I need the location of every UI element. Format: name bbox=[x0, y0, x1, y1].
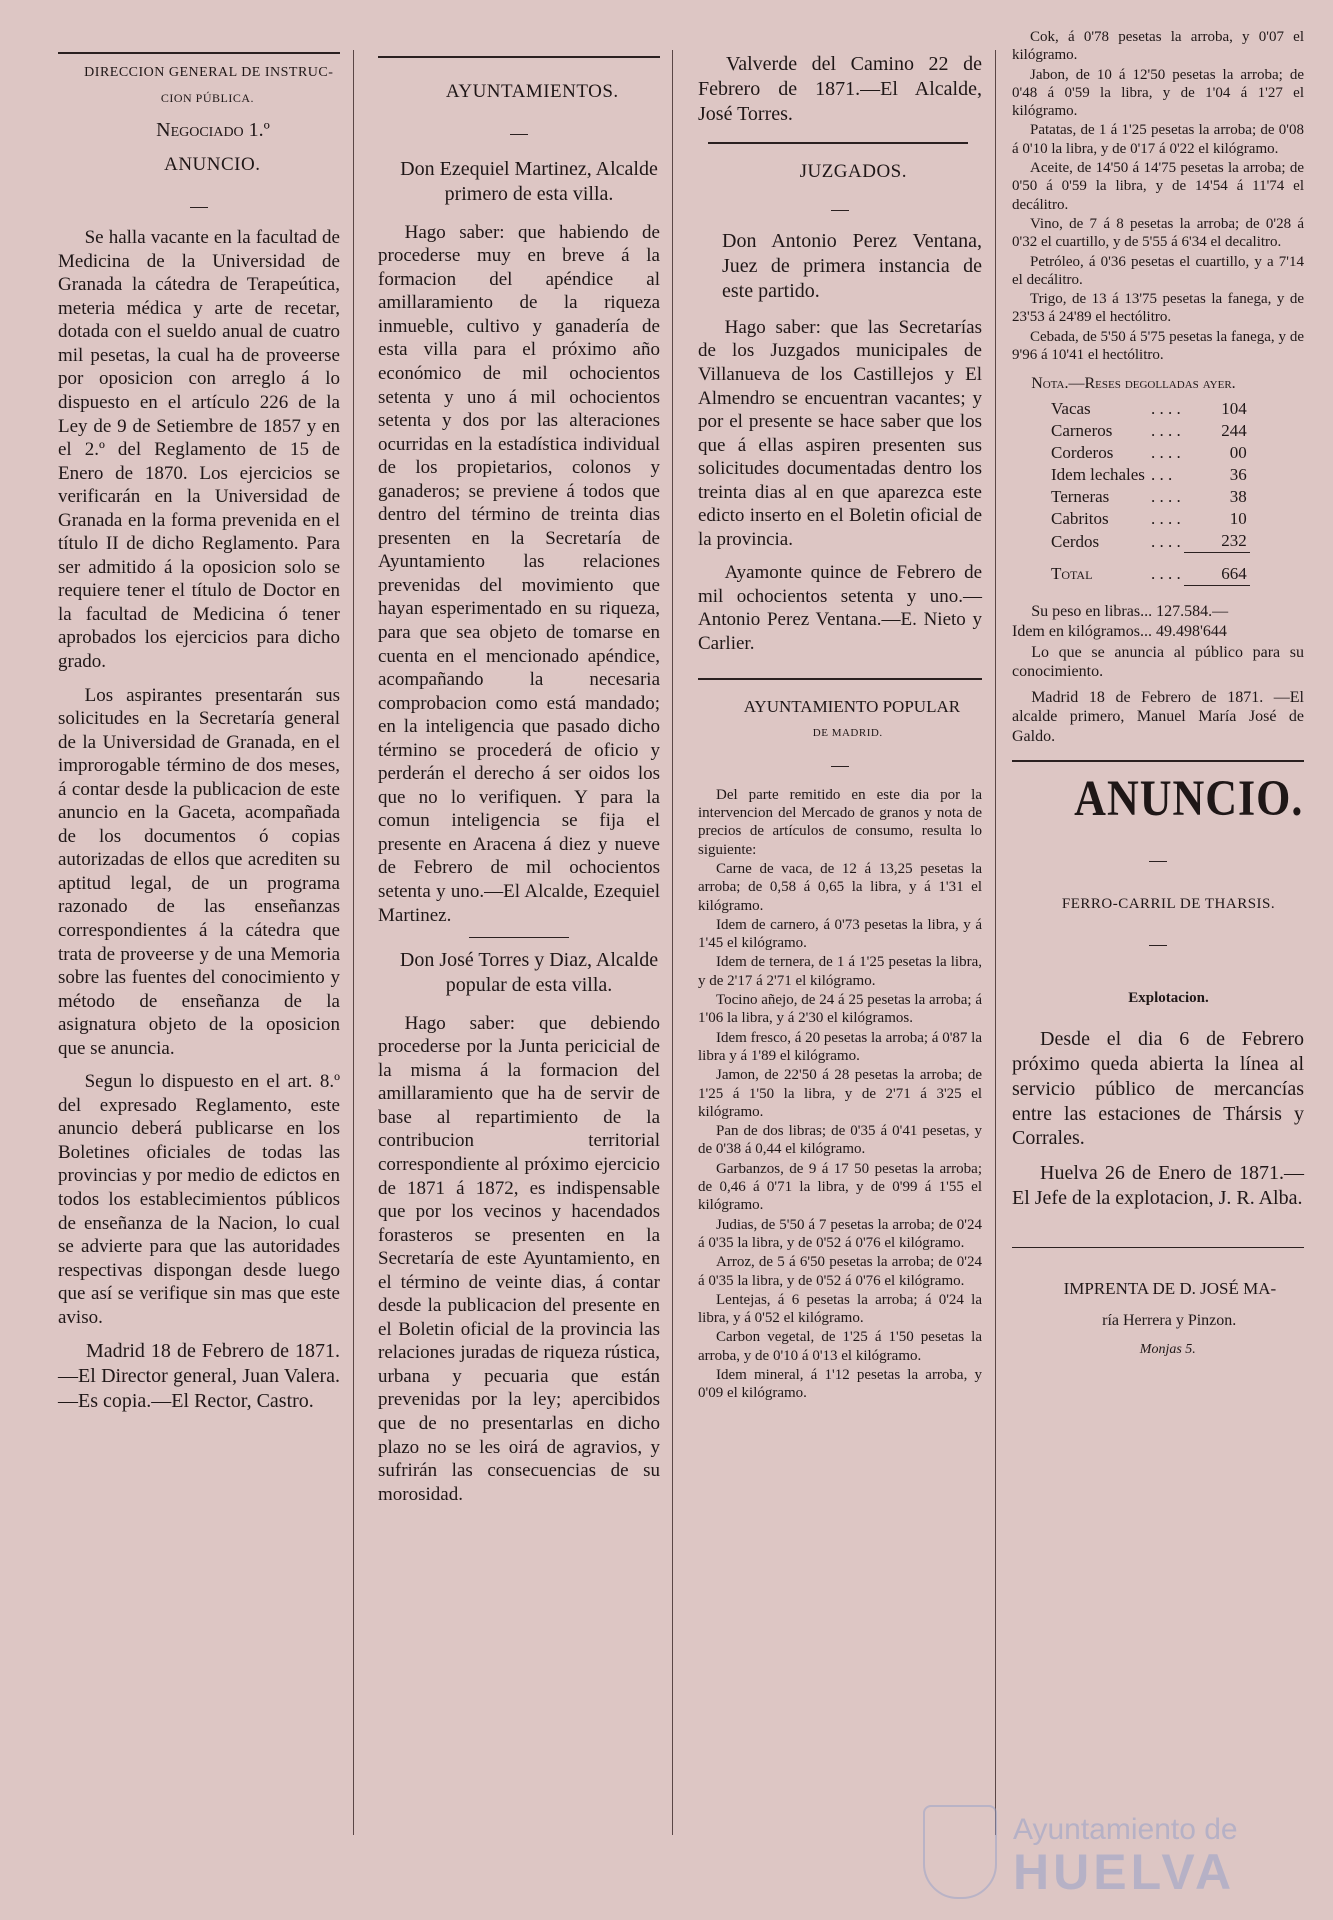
total-label: Total bbox=[1051, 564, 1093, 584]
price-list bbox=[698, 786, 982, 1403]
ayuntamientos-title: AYUNTAMIENTOS. bbox=[445, 81, 619, 102]
archive-watermark bbox=[923, 1795, 1263, 1905]
watermark-line-2: HUELVA bbox=[1013, 1844, 1236, 1900]
separator bbox=[58, 191, 340, 215]
price-item: Judias, de 5'50 á 7 pesetas la arroba; de 0'24 á 0'35 la libra, y de 0'52 á 0'76 el kilógramo. bbox=[698, 1216, 982, 1251]
negociado-label: Negociado 1.º bbox=[156, 119, 270, 142]
price-item: Trigo, de 13 á 13'75 pesetas la fanega, y de 23'53 á 24'89 el hectólitro. bbox=[1012, 291, 1304, 326]
section-rule bbox=[1012, 760, 1304, 762]
peso-libras: Su peso en libras... 127.584.— bbox=[1031, 602, 1229, 620]
watermark-line-1: Ayuntamiento de bbox=[1013, 1813, 1238, 1846]
top-rule bbox=[378, 56, 660, 58]
paragraph: Los aspirantes presentarán sus solicitudes en la Secretaría general de la Universidad de Granada, en el improrogable término de dos meses, á contar desde la publicacion de este anuncio en la Gaceta, acompañada de los documentos ó copias autorizadas de ellos que acrediten su aptitud legal, de un programa razonado de las enseñanzas correspondientes á la cátedra que trata de proveerse y de una Memoria sobre las fuentes del conocimiento y método de enseñanza de la asignatura objeto de la oposicion que se anuncia. bbox=[58, 684, 340, 1059]
price-item: Idem fresco, á 20 pesetas la arroba; á 0'87 la libra y á 1'89 el kilógramo. bbox=[698, 1029, 982, 1064]
res-name: Vacas bbox=[1051, 399, 1091, 419]
res-value: 244 bbox=[1221, 421, 1247, 441]
res-name: Carneros bbox=[1051, 421, 1113, 441]
paragraph: Desde el dia 6 de Febrero próximo queda abierta la línea al servicio público de mercancías entre las estaciones de Thársis y Corrales. bbox=[1012, 1028, 1304, 1150]
res-name: Cerdos bbox=[1051, 531, 1100, 551]
section-header-cont: CION PÚBLICA. bbox=[160, 91, 254, 106]
explotacion-label: Explotacion. bbox=[1128, 989, 1209, 1006]
closing-signature: Madrid 18 de Febrero de 1871. —El alcalde primero, Manuel María José de Galdo. bbox=[1012, 688, 1304, 745]
price-item: Jamon, de 22'50 á 28 pesetas la arroba; de 1'25 á 1'50 la libra, y de 2'71 á 3'25 el kilógramo. bbox=[698, 1067, 982, 1120]
price-item: Carbon vegetal, de 1'25 á 1'50 pesetas la arroba, y de 0'10 á 0'13 el kilógramo. bbox=[698, 1329, 982, 1364]
column-divider bbox=[353, 50, 354, 1835]
paragraph: Ayamonte quince de Febrero de mil ochocientos setenta y uno.—Antonio Perez Ventana.—E. Nieto y Carlier. bbox=[698, 562, 982, 654]
table-row: Carneros . . . . 244 bbox=[1048, 420, 1250, 442]
res-value: 36 bbox=[1229, 465, 1247, 485]
total-row: Total . . . . 664 bbox=[1048, 552, 1250, 585]
closing-signature: Madrid 18 de Febrero de 1871.—El Director general, Juan Valera.—Es copia.—El Rector, Castro. bbox=[58, 1340, 340, 1412]
separator bbox=[378, 118, 660, 142]
res-name: Terneras bbox=[1051, 487, 1110, 507]
table-row: Cabritos . . . . 10 bbox=[1048, 508, 1250, 530]
ferro-carril-title: FERRO-CARRIL DE THARSIS. bbox=[1061, 895, 1276, 912]
anuncio-title: ANUNCIO. bbox=[164, 154, 261, 176]
res-name: Idem lechales bbox=[1051, 465, 1145, 485]
imprenta-line: ría Herrera y Pinzon. bbox=[1102, 1311, 1237, 1329]
price-item: Arroz, de 5 á 6'50 pesetas la arroba; de 0'24 á 0'35 la libra, y de 0'52 á 0'76 el kilógramo. bbox=[698, 1254, 982, 1289]
paragraph: Hago saber: que habiendo de procederse muy en breve á la formacion del apéndice al amillaramiento de la riqueza inmueble, cultivo y ganadería de esta villa para el próximo año económico de mil ochocientos setenta y uno á mil ochocientos setenta y dos por las alteraciones ocurridas en la estadística individual de los propietarios, colonos y ganaderos; se previene á todos que dentro del término de treinta dias presenten en la Secretaría de Ayuntamiento las relaciones prevenidas del movimiento que hayan esperimentado en su riqueza, para que sea objeto de tomarse en cuenta en el mencionado apéndice, acompañando la necesaria comprobacion como está mandado; en la inteligencia que pasado dicho término se procederá de oficio y perderán el derecho á ser oidos los que no lo verifiquen. Y para la comun inteligencia se fija el presente en Aracena á diez y nueve de Febrero de mil ochocientos setenta y uno.—El Alcalde, Ezequiel Martinez. bbox=[378, 221, 660, 926]
res-name: Cabritos bbox=[1051, 509, 1109, 529]
juzgados-title: JUZGADOS. bbox=[799, 161, 908, 183]
paragraph: Hago saber: que debiendo procederse por la Junta pericicial de la misma á la formacion del amillaramiento que ha de servir de base al repartimiento de la contribucion territorial correspondiente al próximo ejercicio de 1871 á 1872, es indispensable que por los vecinos y hacendados forasteros se presenten en la Secretaría de este Ayuntamiento, en el término de veinte dias, á contar desde la publicacion del presente en el Boletin oficial de la provincia las relaciones juradas de riqueza rústica, urbana y pecuaria que están prevenidas por la ley; apercibidos que de no presentarlas en dicho plazo no se les oirá de agravios, y sufrirán las consecuencias de su morosidad. bbox=[378, 1012, 660, 1505]
peso-note: Lo que se anuncia al público para su conocimiento. bbox=[1012, 643, 1304, 681]
table-row: Corderos . . . . 00 bbox=[1048, 442, 1250, 464]
res-value: 104 bbox=[1221, 399, 1247, 419]
table-row: Cerdos . . . . 232 bbox=[1048, 530, 1250, 553]
column-2 bbox=[378, 40, 660, 1516]
anuncio-heading: ANUNCIO. bbox=[1074, 770, 1304, 828]
price-item: Idem de carnero, á 0'73 pesetas la libra, y á 1'45 el kilógramo. bbox=[698, 916, 982, 952]
price-item: Petróleo, á 0'36 pesetas el cuartillo, y a 7'14 el decálitro. bbox=[1012, 253, 1304, 288]
table-row: Terneras . . . . 38 bbox=[1048, 486, 1250, 508]
price-intro: Del parte remitido en este dia por la intervencion del Mercado de granos y nota de precios de artículos de consumo, resulta lo siguiente: bbox=[698, 786, 982, 858]
separator bbox=[698, 194, 982, 218]
price-item: Lentejas, á 6 pesetas la arroba; á 0'24 la libra, y á 0'52 el kilógramo. bbox=[698, 1291, 982, 1327]
res-value: 00 bbox=[1229, 443, 1247, 463]
peso-block bbox=[1012, 602, 1304, 747]
imprenta-address: Monjas 5. bbox=[1139, 1341, 1196, 1357]
res-value: 38 bbox=[1229, 487, 1247, 507]
paragraph: Se halla vacante en la facultad de Medicina de la Universidad de Granada la cátedra de Terapeútica, meteria médica y arte de recetar, dotada con el sueldo anual de cuatro mil pesetas, la cual ha de proveerse por oposicion con arreglo á lo dispuesto en el artículo 226 de la Ley de 9 de Setiembre de 1857 y en el 2.º del Reglamento de 15 de Enero de 1870. Los ejercicios se verificarán en la Universidad de Granada en la forma prevenida en el título II de dicho Reglamento. Para ser admitido á la oposicion solo se requiere tener el título de Doctor en la facultad de Medicina ó tener aprobados los ejercicios para dicho grado. bbox=[58, 227, 340, 672]
separator bbox=[1012, 845, 1304, 869]
column-3 bbox=[698, 40, 982, 1404]
subheading: Don Antonio Perez Ventana, Juez de primera instancia de este partido. bbox=[722, 230, 982, 303]
ayuntamiento-popular-title: AYUNTAMIENTO POPULAR bbox=[743, 696, 961, 716]
subheading: Don Ezequiel Martinez, Alcalde primero de esta villa. bbox=[400, 158, 658, 205]
column-1 bbox=[58, 40, 340, 1424]
price-item: Idem de ternera, de 1 á 1'25 pesetas la libra, y de 2'17 á 2'71 el kilógramo. bbox=[698, 954, 982, 989]
price-item: Vino, de 7 á 8 pesetas la arroba; de 0'28 á 0'32 el cuartillo, y de 5'55 á 6'34 el decalitro. bbox=[1012, 215, 1304, 251]
column-divider bbox=[995, 50, 996, 1835]
nota-label: Nota.—Reses degolladas ayer. bbox=[1031, 375, 1236, 393]
res-value: 232 bbox=[1184, 530, 1250, 553]
madrid-subtitle: DE MADRID. bbox=[812, 726, 883, 739]
top-rule bbox=[58, 52, 340, 54]
paragraph: Segun lo dispuesto en el art. 8.º del expresado Reglamento, este anuncio deberá publicarse en los Boletines oficiales de todas las provincias y por medio de edictos en todos los establecimientos públicos de enseñanza de la Nacion, lo cual se advierte para que las autoridades respectivas dispongan desde luego que así se verifique sin mas que este aviso. bbox=[58, 1071, 340, 1328]
section-rule bbox=[698, 678, 982, 680]
total-value: 664 bbox=[1184, 552, 1250, 585]
separator bbox=[698, 750, 982, 774]
separator bbox=[469, 937, 569, 938]
peso-kilos: Idem en kilógramos... 49.498'644 bbox=[1012, 623, 1227, 641]
table-row: Vacas . . . . 104 bbox=[1048, 398, 1250, 420]
price-item: Cebada, de 5'50 á 5'75 pesetas la fanega, y de 9'96 á 10'41 el hectólitro. bbox=[1012, 328, 1304, 364]
column-4 bbox=[1012, 28, 1304, 1368]
price-item: Tocino añejo, de 24 á 25 pesetas la arroba; á 1'06 la libra, y á 2'30 el kilógramos. bbox=[698, 992, 982, 1027]
reses-table bbox=[1048, 398, 1250, 586]
price-item: Idem mineral, á 1'12 pesetas la arroba, y 0'09 el kilógramo. bbox=[698, 1366, 982, 1402]
section-rule bbox=[708, 142, 968, 144]
price-list-cont bbox=[1012, 28, 1304, 394]
price-item: Garbanzos, de 9 á 17 50 pesetas la arroba; de 0,46 á 0'71 la libra, y de 0'99 á 1'55 el kilógramo. bbox=[698, 1160, 982, 1214]
imprenta-line: IMPRENTA DE D. JOSÉ MA- bbox=[1063, 1278, 1277, 1298]
table-row: Idem lechales . . . 36 bbox=[1048, 464, 1250, 486]
price-item: Aceite, de 14'50 á 14'75 pesetas la arroba; de 0'50 á 0'59 la libra, y de 14'54 á 11'74 el decálitro. bbox=[1012, 160, 1304, 213]
price-item: Carne de vaca, de 12 á 13,25 pesetas la arroba; de 0,58 á 0,65 la libra, y á 1'31 el kilógramo. bbox=[698, 860, 982, 914]
section-header: DIRECCION GENERAL DE INSTRUC- bbox=[84, 65, 334, 80]
paragraph: Hago saber: que las Secretarías de los Juzgados municipales de Villanueva de los Castillejos y El Almendro se encuentran vacantes; y por el presente se hace saber que los que á ellas aspiren presenten sus solicitudes documentadas dentro los treinta dias al en que aparezca este edicto inserto en el Boletin oficial de la provincia. bbox=[698, 316, 982, 550]
price-item: Cok, á 0'78 pesetas la arroba, y 0'07 el kilógramo. bbox=[1012, 29, 1304, 64]
res-name: Corderos bbox=[1051, 443, 1114, 463]
paragraph: Valverde del Camino 22 de Febrero de 1871.—El Alcalde, José Torres. bbox=[698, 53, 982, 125]
column-divider bbox=[672, 50, 673, 1835]
section-rule bbox=[1012, 1247, 1304, 1248]
price-item: Pan de dos libras; de 0'35 á 0'41 pesetas, y de 0'38 á 0,44 el kilógramo. bbox=[698, 1123, 982, 1158]
res-value: 10 bbox=[1229, 509, 1247, 529]
price-item: Patatas, de 1 á 1'25 pesetas la arroba; de 0'08 á 0'10 la libra, y de 0'17 á 0'22 el kilógramo. bbox=[1012, 122, 1304, 157]
subheading: Don José Torres y Diaz, Alcalde popular de esta villa. bbox=[399, 949, 659, 996]
paragraph: Huelva 26 de Enero de 1871.—El Jefe de la explotacion, J. R. Alba. bbox=[1012, 1162, 1304, 1210]
separator bbox=[1012, 929, 1304, 953]
coat-of-arms-icon bbox=[923, 1805, 997, 1899]
price-item: Jabon, de 10 á 12'50 pesetas la arroba; de 0'48 á 0'59 la libra, y de 1'04 á 1'27 el kilógramo. bbox=[1012, 66, 1304, 120]
